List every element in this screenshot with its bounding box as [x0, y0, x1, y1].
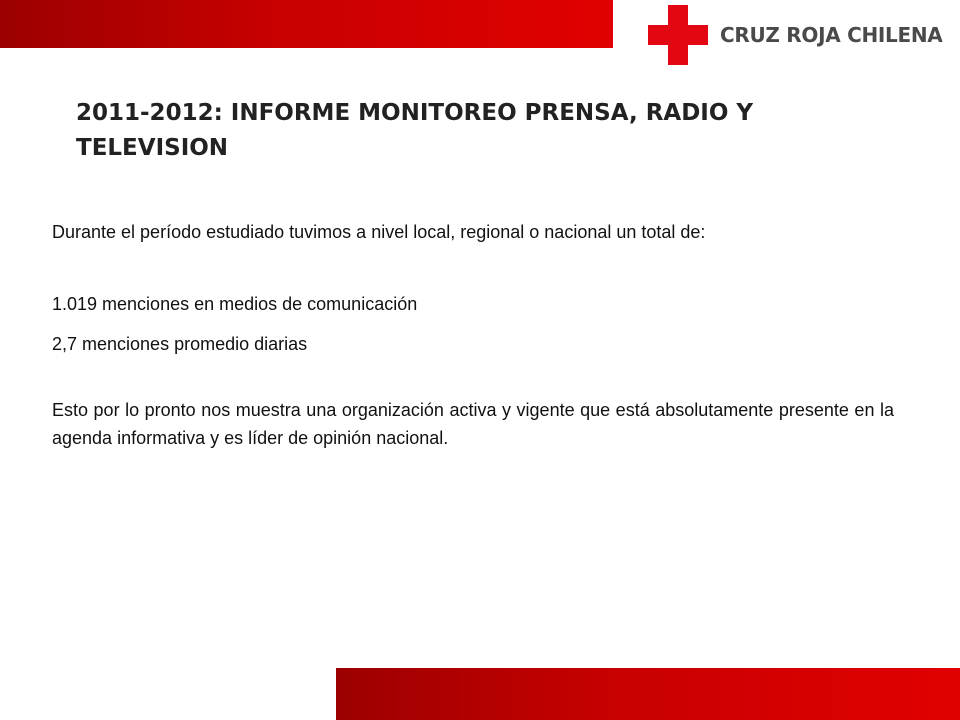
conclusion-paragraph: Esto por lo pronto nos muestra una organización activa y vigente que está absolutamente presente en la agenda informativa y es líder de opinión nacional. — [52, 400, 894, 448]
top-red-band — [0, 0, 613, 48]
intro-paragraph: Durante el período estudiado tuvimos a nivel local, regional o nacional un total de: — [52, 222, 706, 242]
bottom-red-band — [336, 668, 960, 720]
stat-mentions-daily: 2,7 menciones promedio diarias — [52, 334, 308, 354]
stat-mentions-total: 1.019 menciones en medios de comunicación — [52, 294, 418, 314]
slide-body — [52, 218, 894, 452]
logo-text: CRUZ ROJA CHILENA — [720, 23, 943, 47]
red-cross-icon — [648, 5, 708, 65]
slide-title: 2011-2012: INFORME MONITOREO PRENSA, RADIO Y TELEVISION — [76, 100, 754, 161]
logo — [648, 4, 943, 66]
